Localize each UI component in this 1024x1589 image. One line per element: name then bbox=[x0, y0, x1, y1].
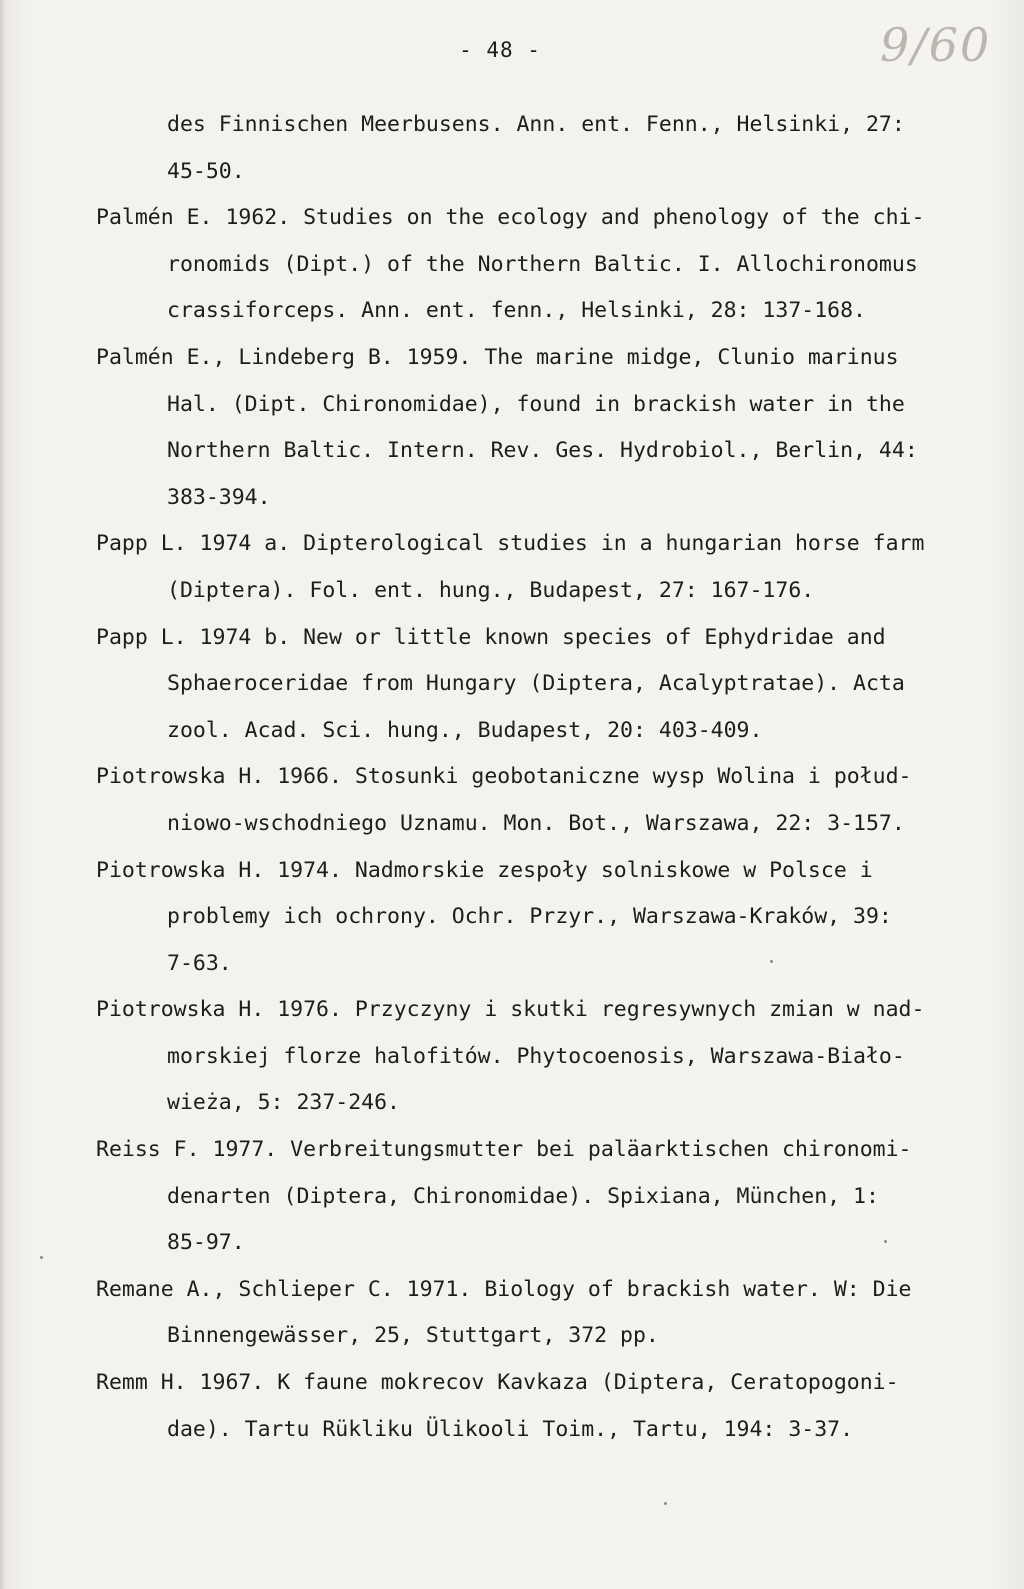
reference-line: Reiss F. 1977. Verbreitungsmutter bei paläarktischen chironomi- bbox=[96, 1137, 912, 1163]
reference-line: dae). Tartu Rükliku Ülikooli Toim., Tartu, 194: 3-37. bbox=[167, 1416, 854, 1442]
handwritten-annotation: 9/60 bbox=[880, 18, 992, 72]
reference-line: des Finnischen Meerbusens. Ann. ent. Fenn., Helsinki, 27: bbox=[167, 112, 905, 137]
paper-speck bbox=[664, 1502, 667, 1505]
paper-speck bbox=[40, 1256, 43, 1259]
reference-line: 7-63. bbox=[167, 950, 232, 976]
reference-line: denarten (Diptera, Chironomidae). Spixiana, München, 1: bbox=[167, 1183, 879, 1209]
reference-line: ronomids (Dipt.) of the Northern Baltic. I. Allochironomus bbox=[167, 251, 918, 277]
reference-line: Palmén E., Lindeberg B. 1959. The marine midge, Clunio marinus bbox=[96, 344, 899, 370]
paper-speck bbox=[884, 1240, 887, 1243]
reference-line: 85-97. bbox=[167, 1230, 245, 1256]
reference-line: crassiforceps. Ann. ent. fenn., Helsinki, 28: 137-168. bbox=[167, 298, 866, 324]
reference-line: 45-50. bbox=[167, 158, 245, 184]
reference-line: Papp L. 1974 b. New or little known species of Ephydridae and bbox=[96, 624, 886, 650]
reference-line: Hal. (Dipt. Chironomidae), found in brackish water in the bbox=[167, 391, 905, 417]
reference-line: Piotrowska H. 1966. Stosunki geobotaniczne wysp Wolina i połud- bbox=[96, 764, 912, 790]
reference-line: Binnengewässer, 25, Stuttgart, 372 pp. bbox=[167, 1323, 659, 1349]
reference-line: Papp L. 1974 a. Dipterological studies in a hungarian horse farm bbox=[96, 531, 925, 557]
reference-line: Sphaeroceridae from Hungary (Diptera, Acalyptratae). Acta bbox=[167, 671, 905, 697]
reference-line: Remane A., Schlieper C. 1971. Biology of brackish water. W: Die bbox=[96, 1276, 912, 1302]
reference-line: Piotrowska H. 1976. Przyczyny i skutki regresywnych zmian w nad- bbox=[96, 997, 925, 1023]
reference-line: morskiej florze halofitów. Phytocoenosis, Warszawa-Biało- bbox=[167, 1043, 905, 1069]
page-number: - 48 - bbox=[459, 38, 541, 62]
reference-line: problemy ich ochrony. Ochr. Przyr., Warszawa-Kraków, 39: bbox=[167, 904, 892, 930]
reference-line: wieża, 5: 237-246. bbox=[167, 1090, 400, 1116]
reference-line: 383-394. bbox=[167, 484, 271, 510]
reference-line: Northern Baltic. Intern. Rev. Ges. Hydrobiol., Berlin, 44: bbox=[167, 438, 918, 464]
paper-speck bbox=[770, 960, 773, 963]
reference-list bbox=[96, 102, 996, 1453]
reference-line: Remm H. 1967. K faune mokrecov Kavkaza (Diptera, Ceratopogoni- bbox=[96, 1370, 899, 1396]
reference-line: (Diptera). Fol. ent. hung., Budapest, 27: 167-176. bbox=[167, 577, 815, 603]
reference-line: niowo-wschodniego Uznamu. Mon. Bot., Warszawa, 22: 3-157. bbox=[167, 810, 905, 836]
reference-line: Piotrowska H. 1974. Nadmorskie zespoły solniskowe w Polsce i bbox=[96, 857, 873, 883]
reference-line: Palmén E. 1962. Studies on the ecology and phenology of the chi- bbox=[96, 205, 925, 231]
reference-line: zool. Acad. Sci. hung., Budapest, 20: 403-409. bbox=[167, 717, 763, 743]
page-left-edge bbox=[0, 0, 6, 1589]
